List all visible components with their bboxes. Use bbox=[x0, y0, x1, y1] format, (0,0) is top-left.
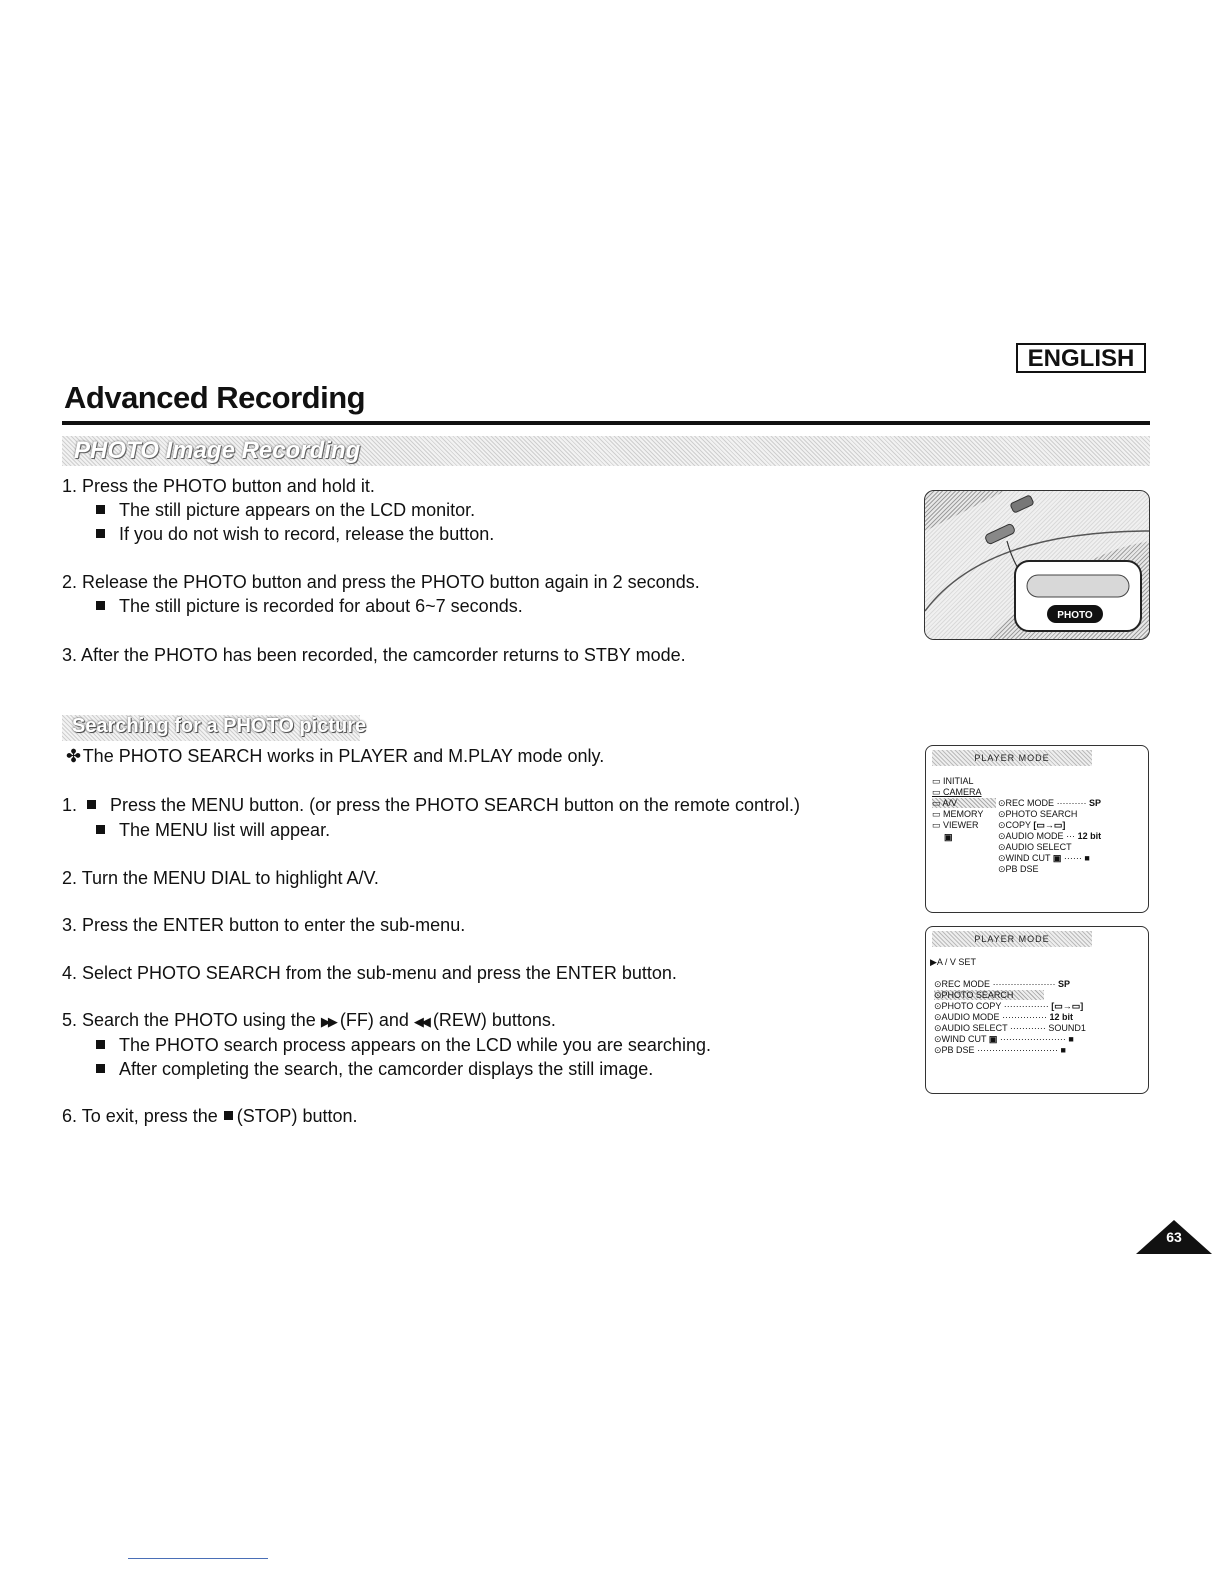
bullet-text: If you do not wish to record, release the button. bbox=[119, 524, 495, 544]
rew-icon: ◀◀ bbox=[413, 1014, 428, 1029]
bullet-text: The still picture is recorded for about 6~7 seconds. bbox=[119, 596, 523, 616]
menu-item-initial: ▭ INITIAL bbox=[932, 776, 974, 786]
submenu-audio-mode: ⊙AUDIO MODE ··············· 12 bit bbox=[934, 1012, 1074, 1022]
submenu-photo-copy: ⊙PHOTO COPY ··············· [▭→▭] bbox=[934, 1001, 1084, 1011]
camcorder-illustration bbox=[924, 490, 1150, 640]
photo-button-label: PHOTO bbox=[1057, 610, 1093, 621]
bullet-icon bbox=[96, 1064, 105, 1073]
language-badge: ENGLISH bbox=[1016, 343, 1146, 373]
step-text: (STOP) button. bbox=[236, 1106, 358, 1126]
stop-icon bbox=[224, 1111, 233, 1120]
step-text: Press the MENU button. (or press the PHOTO SEARCH button on the remote control.) bbox=[110, 795, 800, 815]
menu-item-camera: ▭ CAMERA bbox=[932, 787, 982, 797]
bullet-text: The still picture appears on the LCD monitor. bbox=[119, 500, 476, 520]
bullet-icon bbox=[96, 505, 105, 514]
footer-line bbox=[128, 1558, 268, 1559]
step-text: 6. To exit, press the bbox=[62, 1106, 218, 1126]
page-title: Advanced Recording bbox=[64, 380, 366, 415]
submenu-pb-dse: ⊙PB DSE ··························· ■ bbox=[934, 1045, 1066, 1055]
camcorder-drawing bbox=[925, 491, 1150, 640]
section-heading-photo-search: Searching for a PHOTO picture bbox=[72, 715, 367, 737]
bullet-icon bbox=[96, 1040, 105, 1049]
lcd-header: PLAYER MODE bbox=[932, 750, 1092, 766]
submenu-rec-mode: ⊙REC MODE ····················· SP bbox=[934, 979, 1071, 989]
step-text: (REW) buttons. bbox=[432, 1010, 556, 1030]
search-step-6 bbox=[62, 1106, 357, 1127]
submenu-photo-search-highlighted: ⊙PHOTO SEARCH bbox=[934, 990, 1044, 1000]
submenu-pb-dse: ⊙PB DSE bbox=[998, 864, 1039, 874]
search-step-2: 2. Turn the MENU DIAL to highlight A/V. bbox=[62, 868, 379, 888]
submenu-photo-search: ⊙PHOTO SEARCH bbox=[998, 809, 1078, 819]
menu-item-memory: ▭ MEMORY bbox=[932, 809, 984, 819]
search-step-5-bullet-1 bbox=[96, 1035, 711, 1056]
section-heading-photo-recording: PHOTO Image Recording bbox=[74, 437, 361, 464]
bullet-text: The MENU list will appear. bbox=[119, 820, 331, 840]
title-rule bbox=[62, 421, 1150, 425]
submenu-rec-mode: ⊙REC MODE ·········· SP bbox=[998, 798, 1102, 808]
step-2-bullet-1 bbox=[96, 596, 523, 617]
submenu-audio-select: ⊙AUDIO SELECT ············ SOUND1 bbox=[934, 1023, 1086, 1033]
ff-icon: ▶▶ bbox=[320, 1014, 335, 1029]
lcd-menu-screen-1 bbox=[925, 745, 1149, 913]
step-text: 5. Search the PHOTO using the bbox=[62, 1010, 316, 1030]
submenu-wind-cut: ⊙WIND CUT ▣ ······················ ■ bbox=[934, 1034, 1074, 1044]
note-icon: ✤ bbox=[66, 746, 82, 766]
search-step-5 bbox=[62, 1010, 556, 1031]
submenu-copy: ⊙COPY [▭→▭] bbox=[998, 820, 1066, 830]
search-step-5-bullet-2 bbox=[96, 1059, 653, 1080]
bullet-icon bbox=[96, 825, 105, 834]
step-1-bullet-2 bbox=[96, 524, 494, 545]
bullet-icon bbox=[87, 800, 96, 809]
av-set-title: ▶A / V SET bbox=[930, 957, 976, 967]
bullet-icon bbox=[96, 529, 105, 538]
bullet-icon bbox=[96, 601, 105, 610]
search-step-1 bbox=[62, 795, 800, 816]
memory-icon: ▣ bbox=[944, 832, 953, 842]
step-1-bullet-1 bbox=[96, 500, 475, 521]
step-text: (FF) and bbox=[339, 1010, 409, 1030]
note-text: The PHOTO SEARCH works in PLAYER and M.PLAY mode only. bbox=[82, 746, 605, 766]
lcd-header: PLAYER MODE bbox=[932, 931, 1092, 947]
search-step-3: 3. Press the ENTER button to enter the sub-menu. bbox=[62, 915, 466, 935]
page-number: 63 bbox=[1166, 1229, 1182, 1245]
submenu-audio-mode: ⊙AUDIO MODE ··· 12 bit bbox=[998, 831, 1102, 841]
step-1: 1. Press the PHOTO button and hold it. bbox=[62, 476, 375, 496]
lcd-menu-screen-2 bbox=[925, 926, 1149, 1094]
submenu-wind-cut: ⊙WIND CUT ▣ ······ ■ bbox=[998, 853, 1090, 863]
step-3: 3. After the PHOTO has been recorded, the camcorder returns to STBY mode. bbox=[62, 645, 686, 665]
bullet-text: After completing the search, the camcorder displays the still image. bbox=[119, 1059, 654, 1079]
note bbox=[66, 746, 604, 767]
step-2: 2. Release the PHOTO button and press the PHOTO button again in 2 seconds. bbox=[62, 572, 700, 592]
search-step-4: 4. Select PHOTO SEARCH from the sub-menu and press the ENTER button. bbox=[62, 963, 677, 983]
search-step-1-bullet bbox=[96, 820, 330, 841]
bullet-text: The PHOTO search process appears on the LCD while you are searching. bbox=[119, 1035, 711, 1055]
menu-item-av: ▭ A/V bbox=[932, 798, 996, 808]
submenu-audio-select: ⊙AUDIO SELECT bbox=[998, 842, 1072, 852]
menu-item-viewer: ▭ VIEWER bbox=[932, 820, 979, 830]
step-number: 1. bbox=[62, 795, 78, 815]
